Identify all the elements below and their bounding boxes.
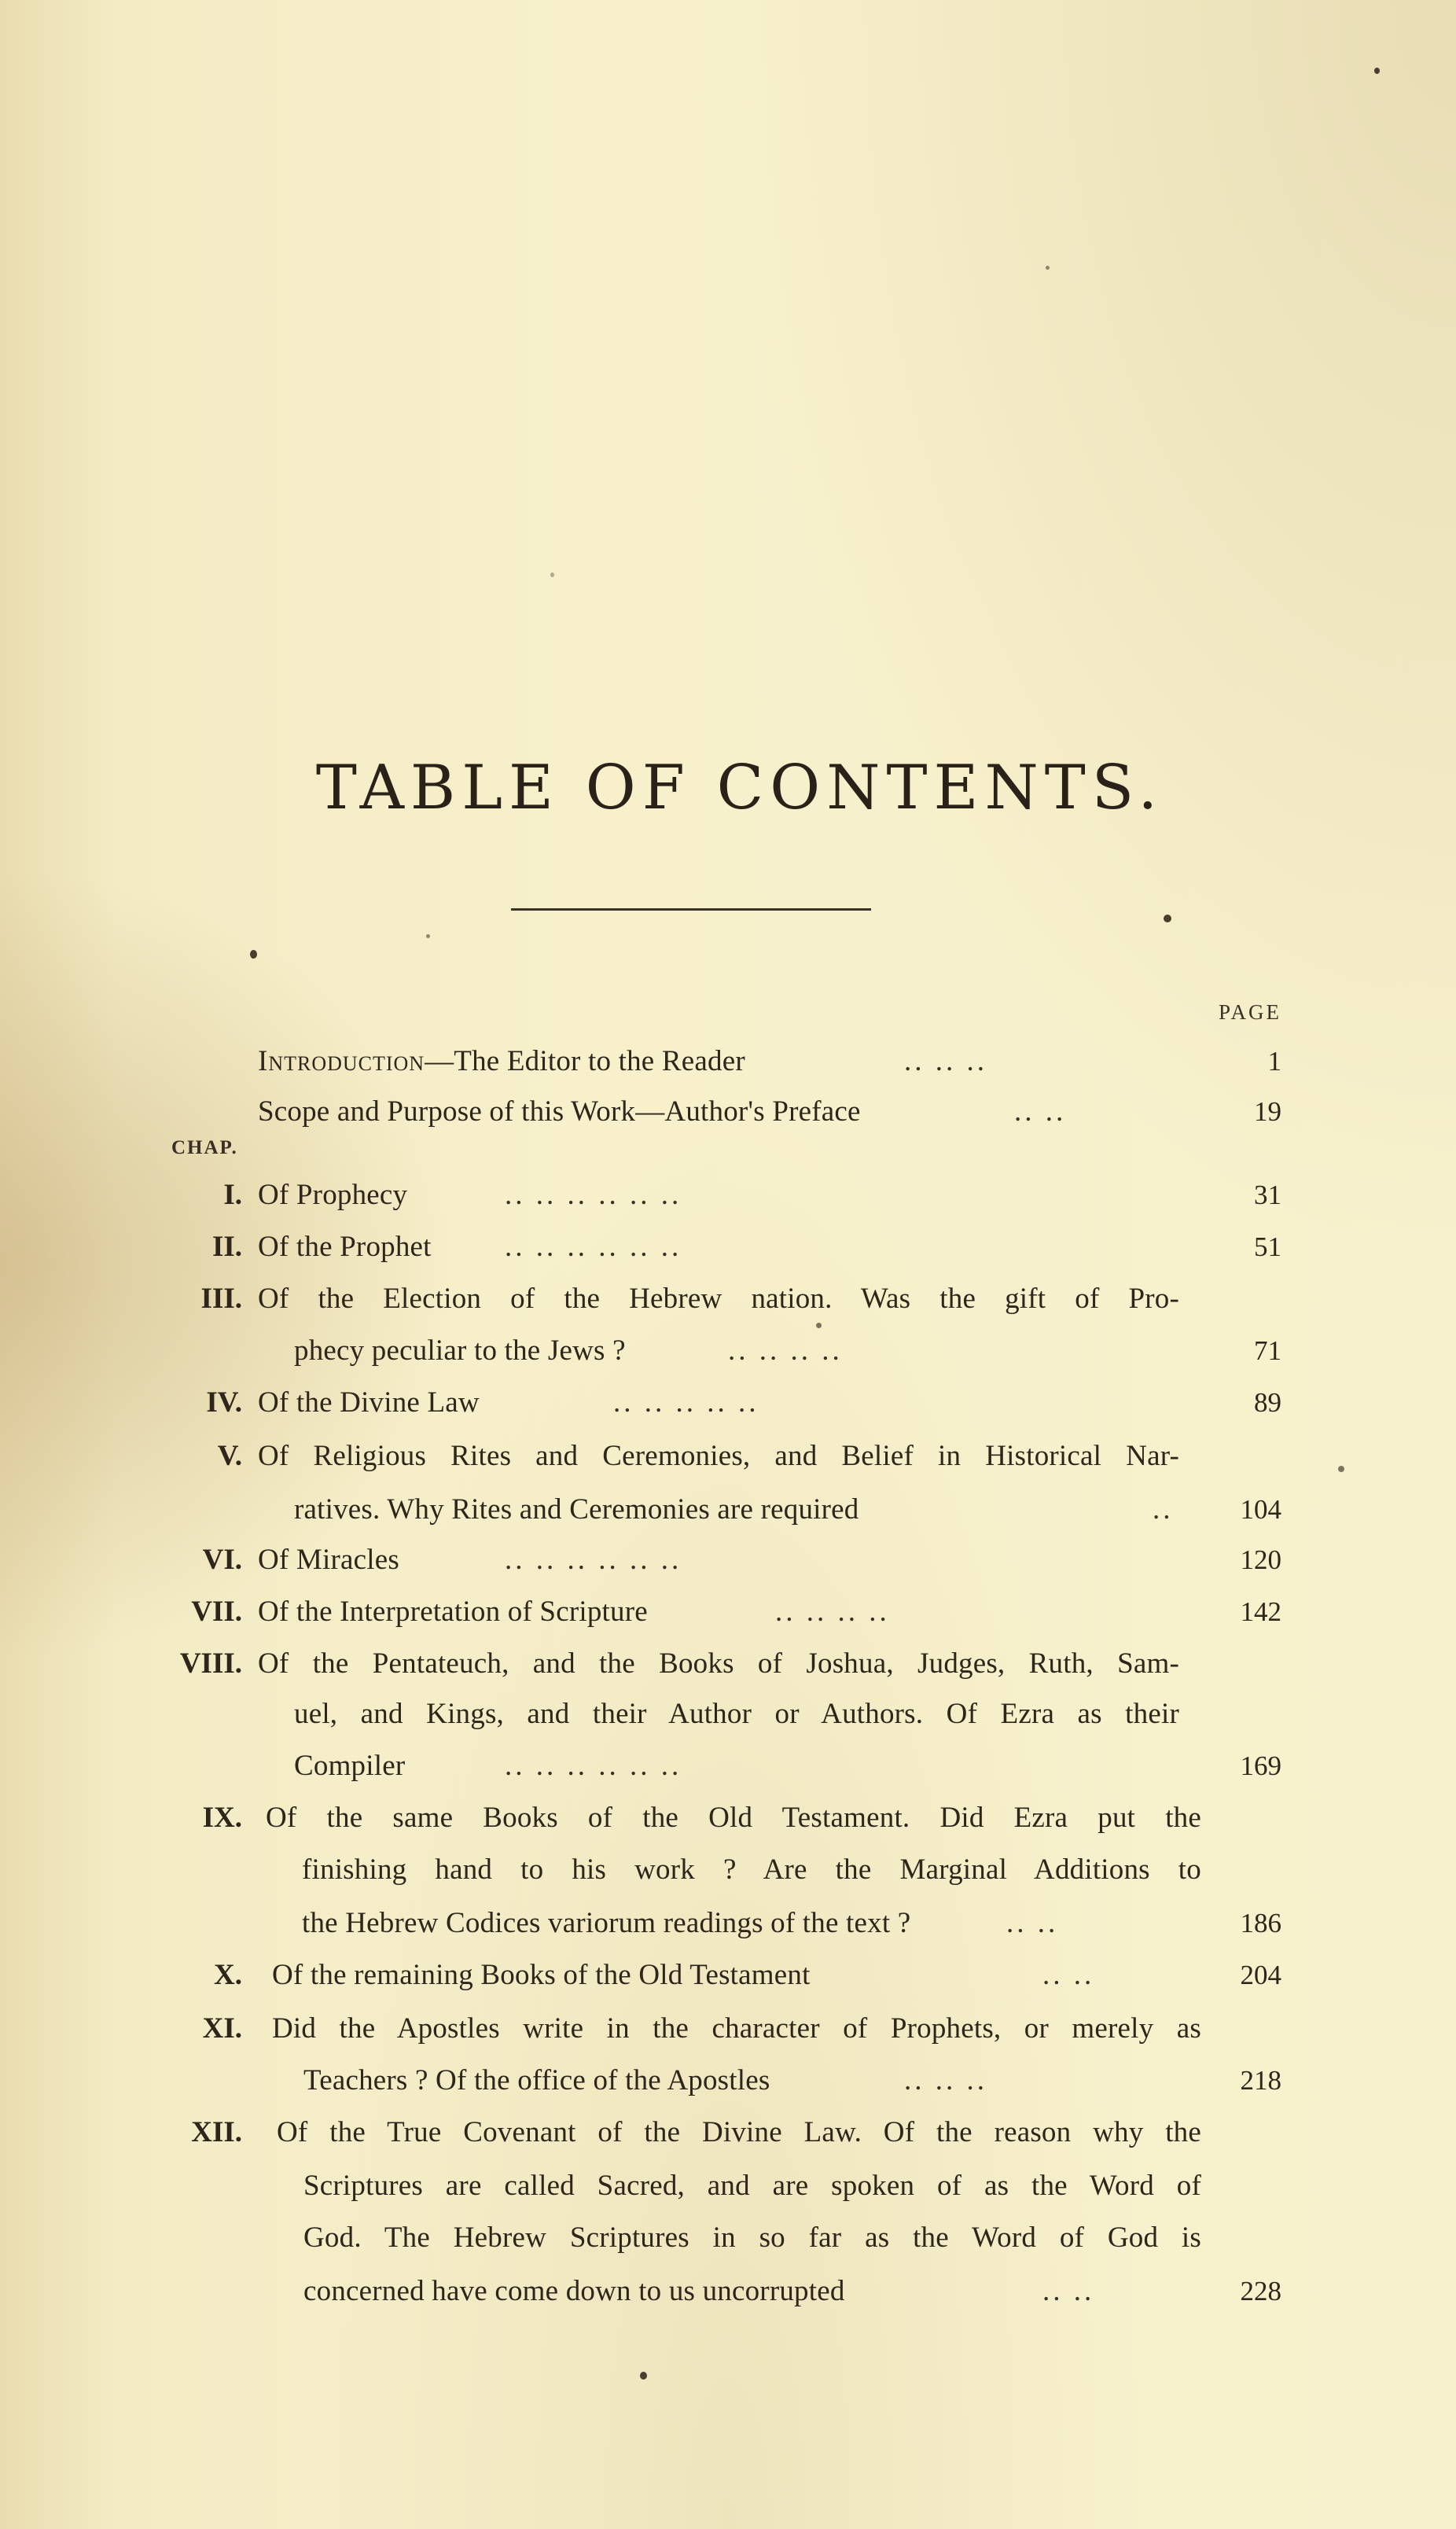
toc-entry-chapter-9-line-1: Of the same Books of the Old Testament. Did Ezra put the bbox=[266, 1802, 1201, 1834]
chapter-number: VIII. bbox=[179, 1647, 242, 1680]
page-number: 120 bbox=[1240, 1544, 1281, 1575]
toc-entry-chapter-12-line-3: God. The Hebrew Scriptures in so far as the Word of God is bbox=[303, 2222, 1201, 2254]
toc-entry-chapter-12-line-4: concerned have come down to us uncorrupted bbox=[303, 2275, 845, 2307]
page-number: 89 bbox=[1254, 1387, 1281, 1418]
toc-entry-chapter-12-line-1: Of the True Covenant of the Divine Law. Of the reason why the bbox=[277, 2116, 1201, 2148]
chapter-number: VI. bbox=[202, 1544, 242, 1576]
leader-dots: .. .. .. .. bbox=[775, 1596, 890, 1628]
page-number: 71 bbox=[1254, 1335, 1281, 1366]
chapter-number: X. bbox=[214, 1959, 242, 1991]
toc-entry-chapter-10: Of the remaining Books of the Old Testament bbox=[272, 1959, 811, 1991]
toc-entry-chapter-3-line-2: phecy peculiar to the Jews ? bbox=[294, 1334, 626, 1367]
chapter-number: IX. bbox=[202, 1802, 242, 1834]
chapter-number: XII. bbox=[191, 2116, 242, 2148]
leader-dots: .. .. .. .. .. bbox=[613, 1386, 759, 1419]
leader-dots: .. .. bbox=[1042, 1959, 1095, 1991]
leader-dots: .. .. bbox=[1042, 2275, 1095, 2307]
page-number: 104 bbox=[1240, 1494, 1281, 1525]
toc-entry-chapter-6: Of Miracles bbox=[258, 1544, 399, 1576]
page-number: 19 bbox=[1254, 1096, 1281, 1127]
page-number: 218 bbox=[1240, 2065, 1281, 2096]
introduction-text: —The Editor to the Reader bbox=[425, 1045, 745, 1077]
toc-entry-chapter-8-line-1: Of the Pentateuch, and the Books of Joshua, Judges, Ruth, Sam- bbox=[258, 1647, 1179, 1680]
leader-dots: .. .. .. .. .. .. bbox=[505, 1544, 682, 1576]
leader-dots: .. .. .. .. .. .. bbox=[505, 1231, 682, 1263]
chapter-number: IV. bbox=[206, 1386, 242, 1419]
toc-entry-chapter-11-line-2: Teachers ? Of the office of the Apostles bbox=[303, 2064, 770, 2096]
page-number: 169 bbox=[1240, 1750, 1281, 1781]
toc-entry-chapter-5-line-1: Of Religious Rites and Ceremonies, and Belief in Historical Nar- bbox=[258, 1440, 1179, 1472]
leader-dots: .. .. .. .. .. .. bbox=[505, 1179, 682, 1211]
leader-dots: .. .. .. bbox=[904, 2064, 987, 2096]
leader-dots: .. .. .. .. .. .. bbox=[505, 1750, 682, 1782]
leader-dots: .. .. bbox=[1014, 1095, 1067, 1128]
chapter-number: III. bbox=[200, 1283, 242, 1315]
toc-entry-chapter-2: Of the Prophet bbox=[258, 1231, 432, 1263]
introduction-label: Introduction bbox=[258, 1045, 425, 1077]
leader-dots: .. .. .. bbox=[904, 1045, 987, 1077]
toc-entry-chapter-3-line-1: Of the Election of the Hebrew nation. Was the gift of Pro- bbox=[258, 1283, 1179, 1315]
leader-dots: .. bbox=[1153, 1493, 1174, 1526]
chapter-number: XI. bbox=[202, 2012, 242, 2045]
page-number: 1 bbox=[1267, 1046, 1281, 1077]
toc-entry-introduction bbox=[258, 1036, 745, 1087]
page-number: 204 bbox=[1240, 1960, 1281, 1990]
toc-entry-chapter-9-line-3: the Hebrew Codices variorum readings of the text ? bbox=[302, 1907, 911, 1939]
page-number: 186 bbox=[1240, 1908, 1281, 1938]
toc-entry-chapter-7: Of the Interpretation of Scripture bbox=[258, 1596, 648, 1628]
toc-entry-chapter-11-line-1: Did the Apostles write in the character of Prophets, or merely as bbox=[272, 2012, 1201, 2045]
toc-entry-scope: Scope and Purpose of this Work—Author's Preface bbox=[258, 1095, 861, 1128]
toc-entry-chapter-8-line-2: uel, and Kings, and their Author or Authors. Of Ezra as their bbox=[294, 1698, 1179, 1730]
toc-entry-chapter-9-line-2: finishing hand to his work ? Are the Marginal Additions to bbox=[302, 1853, 1201, 1886]
toc-entry-chapter-12-line-2: Scriptures are called Sacred, and are spoken of as the Word of bbox=[303, 2170, 1201, 2202]
page-title: TABLE OF CONTENTS. bbox=[315, 753, 1164, 824]
toc-entry-chapter-4: Of the Divine Law bbox=[258, 1386, 480, 1419]
leader-dots: .. .. bbox=[1006, 1907, 1059, 1939]
page-column-heading: PAGE bbox=[1218, 1000, 1281, 1024]
page-number: 51 bbox=[1254, 1231, 1281, 1262]
toc-entry-chapter-1: Of Prophecy bbox=[258, 1179, 408, 1211]
chapter-number: II. bbox=[211, 1231, 242, 1263]
toc-entry-chapter-5-line-2: ratives. Why Rites and Ceremonies are required bbox=[294, 1493, 859, 1526]
page-number: 142 bbox=[1240, 1596, 1281, 1627]
leader-dots: .. .. .. .. bbox=[728, 1334, 843, 1367]
page-number: 31 bbox=[1254, 1180, 1281, 1210]
chapter-number: VII. bbox=[191, 1596, 242, 1628]
toc-entry-chapter-8-line-3: Compiler bbox=[294, 1750, 406, 1782]
chapter-number: V. bbox=[217, 1440, 242, 1472]
page-number: 228 bbox=[1240, 2276, 1281, 2306]
chapter-column-heading: CHAP. bbox=[171, 1137, 238, 1158]
chapter-number: I. bbox=[223, 1179, 242, 1211]
